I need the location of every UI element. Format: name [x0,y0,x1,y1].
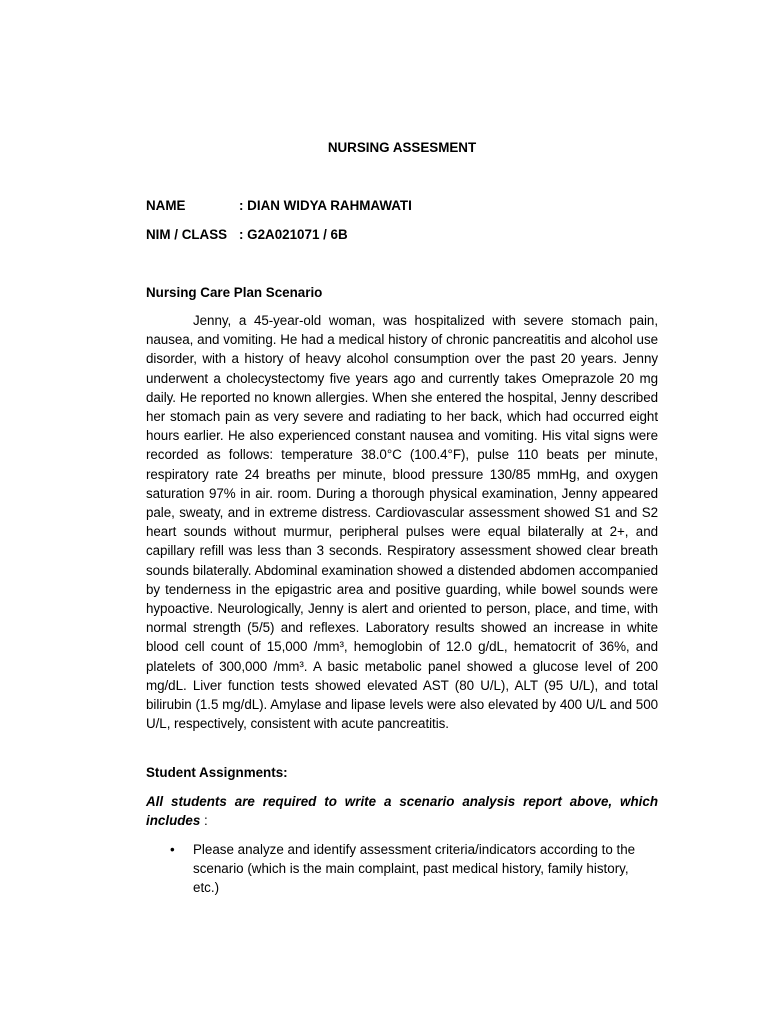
list-item [146,840,658,898]
document-title: NURSING ASSESMENT [327,140,477,155]
name-value: : DIAN WIDYA RAHMAWATI [239,198,412,213]
name-label: NAME [146,198,186,213]
assignments-heading: Student Assignments: [146,765,288,780]
nim-value: : G2A021071 / 6B [239,227,348,242]
student-nim-row [146,225,348,244]
instruction-suffix: : [200,813,208,829]
task-list [146,840,658,898]
scenario-heading: Nursing Care Plan Scenario [146,285,323,300]
assignment-instruction [146,792,658,830]
student-name-row [146,196,412,215]
nim-label: NIM / CLASS [146,227,228,242]
instruction-emphasis: All students are required to write a scenario analysis report above, which includes [146,794,658,829]
scenario-paragraph: Jenny, a 45-year-old woman, was hospitalized with severe stomach pain, nausea, and vomiting. He had a medical history of chronic pancreatitis and alcohol use disorder, with a history of heavy alcohol consumption over the past 20 years. Jenny underwent a cholecystectomy five years ago and currently takes Omeprazole 20 mg daily. He reported no known allergies. When she entered the hospital, Jenny described her stomach pain as very severe and radiating to her back, which had occurred eight hours earlier. He also experienced constant nausea and vomiting. His vital signs were recorded as follows: temperature 38.0°C (100.4°F), pulse 110 beats per minute, respiratory rate 24 breaths per minute, blood pressure 130/85 mmHg, and oxygen saturation 97% in air. room. During a thorough physical examination, Jenny appeared pale, sweaty, and in extreme distress. Cardiovascular assessment showed S1 and S2 heart sounds without murmur, peripheral pulses were equal bilaterally at 2+, and capillary refill was less than 3 seconds. Respiratory assessment showed clear breath sounds bilaterally. Abdominal examination showed a distended abdomen accompanied by tenderness in the epigastric area and positive guarding, while bowel sounds were hypoactive. Neurologically, Jenny is alert and oriented to person, place, and time, with normal strength (5/5) and reflexes. Laboratory results showed an increase in white blood cell count of 15,000 /mm³, hemoglobin of 12.0 g/dL, hematocrit of 36%, and platelets of 300,000 /mm³. A basic metabolic panel showed a glucose level of 200 mg/dL. Liver function tests showed elevated AST (80 U/L), ALT (95 U/L), and total bilirubin (1.5 mg/dL). Amylase and lipase levels were also elevated by 400 U/L and 500 U/L, respectively, consistent with acute pancreatitis. [146,313,658,732]
task-text: Please analyze and identify assessment criteria/indicators according to the scenario (which is the main complaint, past medical history, family history, etc.) [193,842,636,896]
bullet-icon: • [170,842,175,857]
